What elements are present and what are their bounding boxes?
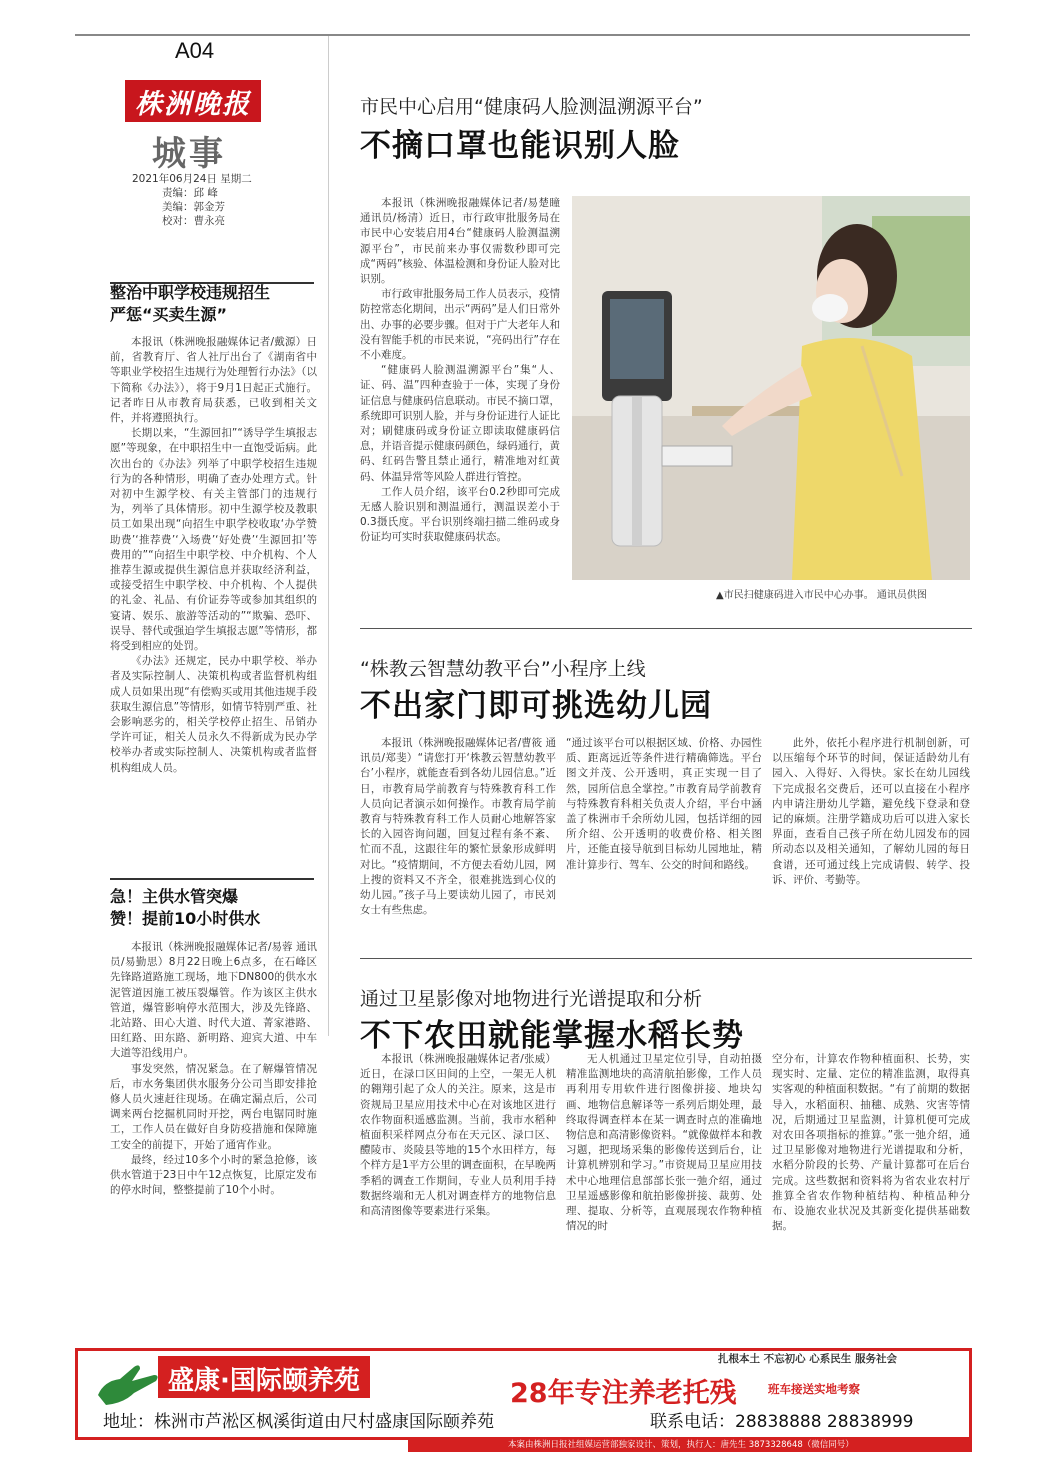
story1-headline-line2: 严惩“买卖生源” — [110, 305, 228, 324]
story2-paragraph: 最终，经过10多个小时的紧急抢修，该供水管道于23日中午12点恢复，比原定发布的停水时间，整整提前了10个小时。 — [110, 1153, 317, 1197]
article2-col1: 本报讯（株洲晚报融媒体记者/曹筱 通讯员/郑斐）“请您打开‘株教云智慧幼教平台’小程序，就能查看到各幼儿园信息。”近日，市教育局学前教育与特殊教育科工作人员向记者演示如何操作。市教育局学前教育与特殊教育科工作人员耐心地解答家长的入园咨询问题，回复过程有条不紊、忙而不乱，这跟往年的繁忙景象形成鲜明对比。“疫情期间，不方便去看幼儿园，网上搜的资料又不齐全，很难挑选到心仪的幼儿园。”孩子马上要读幼儿园了，市民刘女士有些焦虑。 — [360, 737, 556, 917]
edition-meta — [132, 172, 252, 228]
advertisement[interactable] — [75, 1348, 972, 1440]
article2-col3: 此外，依托小程序进行机制创新，可以压缩每个环节的时间，保证适龄幼儿有园入、入得好、入得快。家长在幼儿园线下完成报名交费后，还可以直接在小程序内申请注册幼儿学籍，避免线下登录和登记的麻烦。注册学籍成功后可以进入家长界面，查看自己孩子所在幼儿园发布的园所动态以及相关通知，了解幼儿园的每日食谱，还可通过线上完成请假、转学、投诉、评价、考勤等。 — [772, 737, 970, 886]
story1-headline-line1: 整治中职学校违规招生 — [110, 283, 271, 302]
ad-subslogan: 班车接送实地考察 — [768, 1382, 860, 1396]
article1-paragraph: “健康码人脸测温溯源平台”集“人、证、码、温”四种查验于一体，实现了身份证信息与健康码信息联动。市民不摘口罩，系统即可识别人脸，并与身份证进行人证比对；刷健康码或身份证立即读取健康码信息，并语音提示健康码颜色，绿码通行，黄码、红码告警且禁止通行，精准地对红黄码、体温异常等风险人群进行管控。 — [360, 364, 560, 483]
section-divider — [360, 958, 972, 959]
article1-headline: 不摘口罩也能识别人脸 — [360, 128, 680, 164]
section-title: 城事 — [152, 134, 226, 174]
article3-col3: 空分布，计算农作物种植面积、长势，实现实时、定量、定位的精准监测，取得真实客观的种植面积数据。“有了前期的数据导入，水稻面积、抽穗、成熟、灾害等情况，后期通过卫星监测，计算机便可完成对农田各项指标的推算。”张一弛介绍，通过卫星影像对地物进行光谱提取和分析，水稻分阶段的长势、产量计算都可在后台完成。这些数据和资料将为省农业农村厅推算全省农作物种植结构、种植品种分布、设施农业状况及其新变化提供基础数据。 — [772, 1053, 970, 1233]
article3-kicker: 通过卫星影像对地物进行光谱提取和分析 — [360, 988, 703, 1010]
left-story2-rule — [110, 878, 314, 880]
article3-headline: 不下农田就能掌握水稻长势 — [360, 1018, 744, 1054]
ad-motto: 扎根本土 不忘初心 心系民生 服务社会 — [718, 1353, 897, 1365]
story1-paragraph: 本报讯（株洲晚报融媒体记者/戴源）日前，省教育厅、省人社厅出台了《湖南省中等职业学校招生违规行为处理暂行办法》（以下简称《办法》），将于9月1日起正式施行。记者昨日从市教育局获悉，已收到相关文件，并将遵照执行。 — [110, 336, 317, 425]
designer-credit: 美编：郭金芳 — [162, 201, 225, 213]
article2-kicker: “株教云智慧幼教平台”小程序上线 — [360, 658, 646, 680]
story2-headline — [110, 886, 320, 930]
story2-paragraph: 本报讯（株洲晚报融媒体记者/易蓉 通讯员/易勤思）8月22日晚上6点多，在石峰区先锋路道路施工现场，地下DN800的供水水泥管道因施工被压裂爆管。作为该区主供水管道，爆管影响停水范围大，涉及先锋路、北站路、田心大道、时代大道、菁家港路、田红路、田东路、新明路、迎宾大道、中车大道等沿线用户。 — [110, 941, 317, 1060]
ad-slogan: 28年专注养老托残 — [510, 1378, 737, 1409]
photo-illustration — [572, 196, 970, 580]
news-photo — [572, 196, 970, 580]
story1-paragraph: 长期以来，“生源回扣”“诱导学生填报志愿”等现象，在中职招生中一直饱受诟病。此次出台的《办法》列举了中职学校招生违规行为的各种情形，明确了查办处理方式。针对初中生源学校、有关主管部门的违规行为，列举了具体情形。初中生源学校及教职员工如果出现“向招生中职学校收取‘办学赞助费’‘推荐费’‘入场费’‘好处费’‘生源回扣’等费用的”“向招生中职学校、中介机构、个人推荐生源或提供生源信息并获取经济利益，或接受招生中职学校、中介机构、个人提供的礼金、礼品、有价证券等或参加其组织的宴请、娱乐、旅游等活动的”“欺骗、恐吓、误导、替代或强迫学生填报志愿”等情形，都将受到相应的处罚。 — [110, 427, 317, 653]
ad-footer: 本案由株洲日报社组媒运营部独家设计、策划，执行人：唐先生 3873328648（微信同号） — [408, 1439, 972, 1452]
article3-col1: 本报讯（株洲晚报融媒体记者/张威）近日，在渌口区田间的上空，一架无人机的翱翔引起了众人的关注。原来，这是市资规局卫星应用技术中心在对该地区进行农作物面积遥感监测。当前，我市水稻种植面积采样网点分布在天元区、渌口区、醴陵市、炎陵县等地的15个水田样方，每个样方是1平方公里的调查面积，在早晚两季稻的调查工作期间，专业人员利用手持数据终端和无人机对调查样方的地物信息和高清图像等要素进行采集。 — [360, 1053, 556, 1218]
article1-body — [360, 196, 560, 606]
story2-body — [110, 940, 317, 1340]
section-divider — [360, 628, 972, 629]
story2-headline-line1: 急！主供水管突爆 — [110, 887, 239, 906]
column-divider — [328, 36, 329, 1036]
story1-headline — [110, 282, 320, 326]
article2-col2: “通过该平台可以根据区域、价格、办园性质、距离远近等条件进行精确筛选。平台图文并茂、公开透明，真正实现一目了然，园所信息全掌控。”市教育局学前教育与特殊教育科相关负责人介绍，平台中涵盖了株洲市千余所幼儿园，包括详细的园所介绍、公开透明的收费价格、相关图片，还能直接导航到目标幼儿园地址，精准计算步行、驾车、公交的时间和路线。 — [566, 737, 762, 871]
article1-paragraph: 本报讯（株洲晚报融媒体记者/易楚瞳 通讯员/杨清）近日，市行政审批服务局在市民中心安装启用4台“健康码人脸测温溯源平台”，市民前来办事仅需数秒即可完成“两码”核验、体温检测和身份证人脸对比识别。 — [360, 197, 560, 286]
story1-paragraph: 《办法》还规定，民办中职学校、举办者及实际控制人、决策机构或者监督机构组成人员如果出现“有偿购买或用其他违规手段获取生源信息”等情形，如情节特别严重、社会影响恶劣的，相关学校停止招生、吊销办学许可证，相关人员永久不得新成为民办学校举办者或实际控制人、决策机构或者监督机构组成人员。 — [110, 655, 317, 774]
article3-col2: 无人机通过卫星定位引导，自动拍摄精准监测地块的高清航拍影像，工作人员再利用专用软件进行图像拼接、地块勾画、地物信息解译等一系列后期处理，最终取得调查样本在某一调查时点的准确地物信息和高清影像资料。“就像做样本和教习题，把现场采集的影像传送到后台，让计算机辨别和学习。”市资规局卫星应用技术中心地理信息部部长张一弛介绍，通过卫星遥感影像和航拍影像拼接、裁剪、处理、提取、分析等，直观展现农作物种植情况的时 — [566, 1053, 762, 1233]
story2-headline-line2: 赞！提前10小时供水 — [110, 909, 261, 928]
ad-phone: 联系电话：28838888 28838999 — [650, 1412, 914, 1432]
photo-caption: ▲市民扫健康码进入市民中心办事。 通讯员供图 — [716, 590, 927, 601]
article2-headline: 不出家门即可挑选幼儿园 — [360, 688, 712, 724]
article1-kicker: 市民中心启用“健康码人脸测温溯源平台” — [360, 96, 703, 118]
issue-date: 2021年06月24日 星期二 — [132, 173, 252, 185]
top-rule — [75, 34, 970, 36]
story1-body — [110, 335, 317, 855]
masthead-logo: 株洲晚报 — [125, 80, 261, 122]
hand-logo-icon — [94, 1359, 160, 1409]
article1-paragraph: 市行政审批服务局工作人员表示，疫情防控常态化期间，出示“两码”是人们日常外出、办事的必要步骤。但对于广大老年人和没有智能手机的市民来说，“亮码出行”存在不小难度。 — [360, 288, 560, 362]
article1-paragraph: 工作人员介绍，该平台0.2秒即可完成无感人脸识别和测温通行，测温误差小于0.3摄氏度。平台识别终端扫描二维码或身份证均可实时获取健康码状态。 — [360, 485, 560, 544]
proof-credit: 校对：曹永亮 — [162, 215, 225, 227]
editor-credit: 责编：邱 峰 — [162, 187, 218, 199]
ad-brand-name: 盛康·国际颐养苑 — [158, 1356, 370, 1398]
ad-address: 地址：株洲市芦淞区枫溪街道由尺村盛康国际颐养苑 — [103, 1412, 494, 1432]
page-number: A04 — [175, 38, 215, 63]
story2-paragraph: 事发突然，情况紧急。在了解爆管情况后，市水务集团供水服务分公司当即安排抢修人员火速赶往现场。在确定漏点后，公司调来两台挖掘机同时开挖，两台电锯同时施工，工作人员在做好自身防疫措施和保障施工安全的前提下，开始了通宵作业。 — [110, 1062, 317, 1151]
